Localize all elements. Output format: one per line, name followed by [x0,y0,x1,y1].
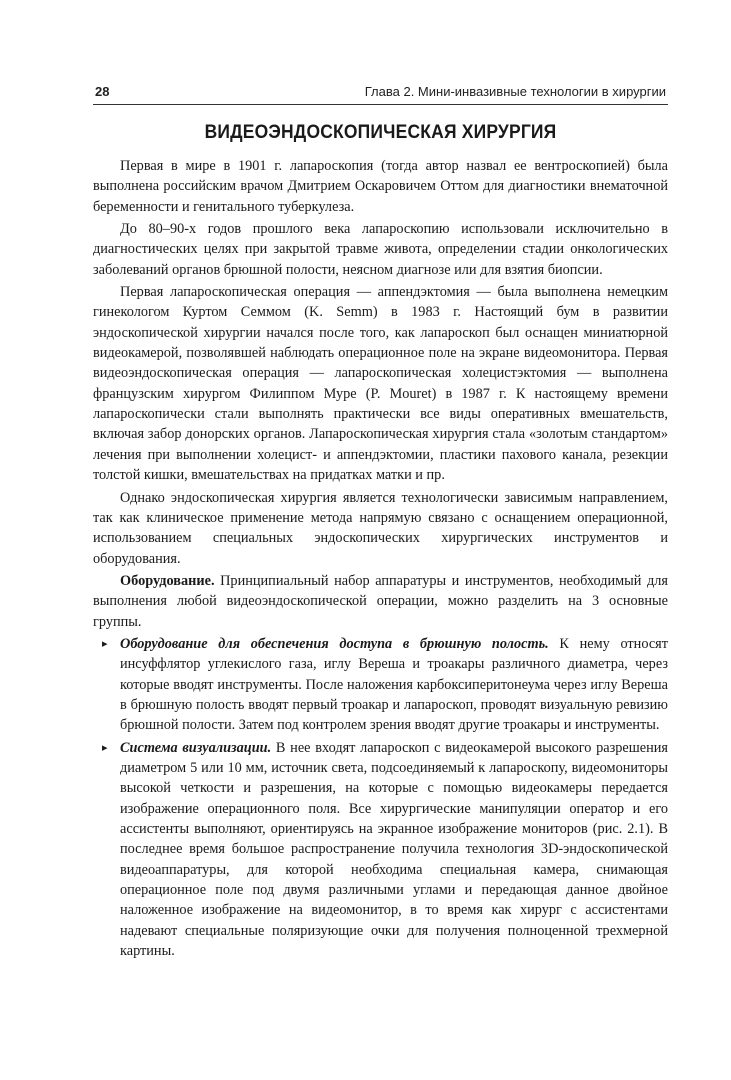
page-number: 28 [95,84,110,99]
equipment-lead: Оборудование. [120,572,215,589]
equipment-text: Принципиальный набор аппаратуры и инструментов, необходимый для выполнения любой видеоэндоскопической операции, можно разделить на 3 основные группы. [93,572,668,630]
list-item [93,738,668,962]
paragraph: До 80–90-х годов прошлого века лапароскопию использовали исключительно в диагностических целях при закрытой травме живота, определении стадии онкологических заболеваний органов брюшной полости, неясном диагнозе или для взятия биопсии. [93,221,668,278]
section-title: ВИДЕОЭНДОСКОПИЧЕСКАЯ ХИРУРГИЯ [204,122,557,143]
triangle-bullet-icon: ▸ [102,740,108,754]
page-header [93,84,668,104]
list-item-text: В нее входят лапароскоп с видеокамерой высокого разрешения диаметром 5 или 10 мм, источник света, подсоединяемый к лапароскопу, видеомониторы высокой четкости и разрешения, на которые с помощью видеокамеры передается изображение операционного поля. Все хирургические манипуляции оператор и его ассистенты выполняют, ориентируясь на экранное изображение мониторов (рис. 2.1). В последнее время большое распространение получила технология 3D-эндоскопической видеоаппаратуры, для которой необходима специальная камера, снимающая операционное поле под двумя различными углами и передающая данное двойное наложенное изображение на видеомонитор, в то время как хирург с ассистентами надевают специальные поляризующие очки для получения полноценной трехмерной картины. [120,739,668,960]
triangle-bullet-icon: ▸ [102,636,108,650]
paragraph: Однако эндоскопическая хирургия является технологически зависимым направлением, так как клиническое применение метода напрямую связано с оснащением операционной, использованием специальных эндоскопических хирургических инструментов и оборудования. [93,489,668,567]
paragraph: Первая лапароскопическая операция — аппендэктомия — была выполнена немецким гинекологом Куртом Семмом (K. Semm) в 1983 г. Настоящий бум в развитии эндоскопической хирургии начался после того, как лапароскоп был оснащен миниатюрной видеокамерой, позволявшей наблюдать операционное поле на экране видеомонитора. Первая видеоэндоскопическая операция — лапароскопическая холецистэктомия — выполнена французским хирургом Филиппом Муре (P. Mouret) в 1987 г. К настоящему времени лапароскопически стали выполнять практически все виды оперативных вмешательств, включая забор донорских органов. Лапароскопическая хирургия стала «золотым стандартом» лечения при выполнении холецист- и аппендэктомии, пластики пахового канала, резекции толстой кишки, вмешательствах на придатках матки и пр. [93,284,668,484]
list-item-lead: Система визуализации. [120,739,272,756]
equipment-list [93,634,668,962]
list-item [93,634,668,736]
body-text [93,156,668,963]
list-item-text: К нему относят инсуффлятор углекислого газа, иглу Вереша и троакары различного диаметра, через которые вводят инструменты. После наложения карбоксиперитонеума через иглу Вереша в брюшную полость вводят первый троакар и лапароскоп, проводят визуальную ревизию брюшной полости. Затем под контролем зрения вводят другие троакары и инструменты. [120,635,668,734]
paragraph: Первая в мире в 1901 г. лапароскопия (тогда автор назвал ее вентроскопией) была выполнена российским врачом Дмитрием Оскаровичем Оттом для диагностики внематочной беременности и генитального туберкулеза. [93,158,668,215]
list-item-lead: Оборудование для обеспечения доступа в брюшную полость. [120,635,549,652]
header-divider [93,104,668,105]
equipment-paragraph [93,571,668,632]
running-title: Глава 2. Мини-инвазивные технологии в хирургии [364,84,666,99]
